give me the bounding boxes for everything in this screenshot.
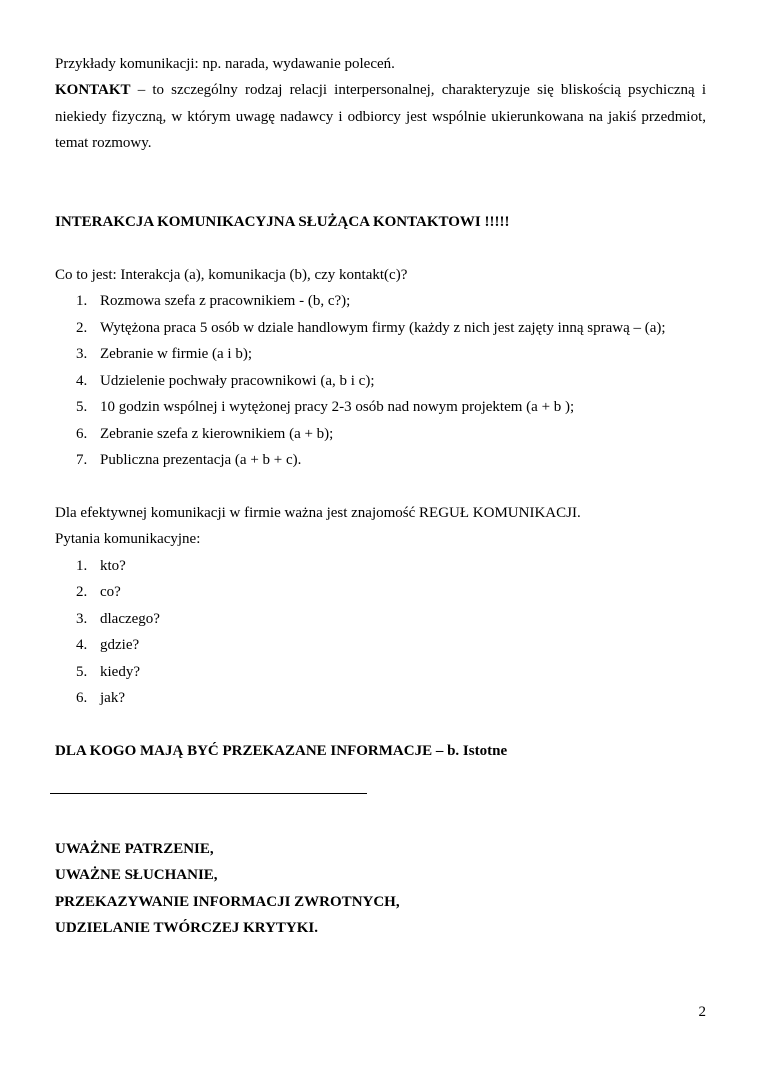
closing-line: PRZEKAZYWANIE INFORMACJI ZWROTNYCH,: [55, 894, 400, 910]
page-number: 2: [698, 1004, 706, 1020]
list-item: jak?: [100, 690, 125, 706]
questions-label: Pytania komunikacyjne:: [55, 531, 201, 547]
list-item-number: 4.: [76, 637, 88, 653]
list-item-number: 6.: [76, 426, 88, 442]
list-item: kto?: [100, 558, 126, 574]
kontakt-definition-line-2: niekiedy fizyczną, w którym uwagę nadawcy i odbiorcy jest wspólnie ukierunkowana na jakiś przedmiot,: [55, 109, 706, 125]
closing-line: UWAŻNE SŁUCHANIE,: [55, 867, 218, 883]
list-item: Wytężona praca 5 osób w dziale handlowym firmy (każdy z nich jest zajęty inną sprawą – (a);: [100, 320, 666, 336]
question-line: Co to jest: Interakcja (a), komunikacja (b), czy kontakt(c)?: [55, 267, 408, 283]
list-item: Zebranie w firmie (a i b);: [100, 346, 253, 362]
list-item: Publiczna prezentacja (a + b + c).: [100, 452, 302, 468]
list-item-number: 1.: [76, 293, 88, 309]
horizontal-rule: [50, 793, 367, 794]
list-item: Zebranie szefa z kierownikiem (a + b);: [100, 426, 334, 442]
section-heading-interakcja: INTERAKCJA KOMUNIKACYJNA SŁUŻĄCA KONTAKTOWI !!!!!: [55, 214, 510, 230]
list-item-number: 5.: [76, 399, 88, 415]
list-item: Udzielenie pochwały pracownikowi (a, b i c);: [100, 373, 375, 389]
list-item: kiedy?: [100, 664, 140, 680]
list-item: dlaczego?: [100, 611, 160, 627]
kontakt-definition-line-3: temat rozmowy.: [55, 135, 152, 151]
list-item-number: 2.: [76, 584, 88, 600]
list-item-number: 1.: [76, 558, 88, 574]
list-item: 10 godzin wspólnej i wytężonej pracy 2-3 osób nad nowym projektem (a + b );: [100, 399, 575, 415]
list-item-number: 5.: [76, 664, 88, 680]
kontakt-definition-text: – to szczególny rodzaj relacji interpersonalnej, charakteryzuje się bliskością psychiczną i: [130, 82, 706, 98]
list-item: co?: [100, 584, 121, 600]
list-item-number: 7.: [76, 452, 88, 468]
list-item-number: 6.: [76, 690, 88, 706]
list-item-number: 3.: [76, 611, 88, 627]
examples-line: Przykłady komunikacji: np. narada, wydawanie poleceń.: [55, 56, 395, 72]
list-item-number: 2.: [76, 320, 88, 336]
list-item: Rozmowa szefa z pracownikiem - (b, c?);: [100, 293, 351, 309]
list-item-number: 3.: [76, 346, 88, 362]
kontakt-term: KONTAKT: [55, 82, 131, 98]
rules-line: Dla efektywnej komunikacji w firmie ważna jest znajomość REGUŁ KOMUNIKACJI.: [55, 505, 581, 521]
closing-line: UWAŻNE PATRZENIE,: [55, 841, 214, 857]
section-heading-dla-kogo: DLA KOGO MAJĄ BYĆ PRZEKAZANE INFORMACJE – b. Istotne: [55, 743, 508, 759]
closing-line: UDZIELANIE TWÓRCZEJ KRYTYKI.: [55, 920, 318, 936]
list-item-number: 4.: [76, 373, 88, 389]
kontakt-definition-line-1: [55, 81, 706, 99]
list-item: gdzie?: [100, 637, 140, 653]
